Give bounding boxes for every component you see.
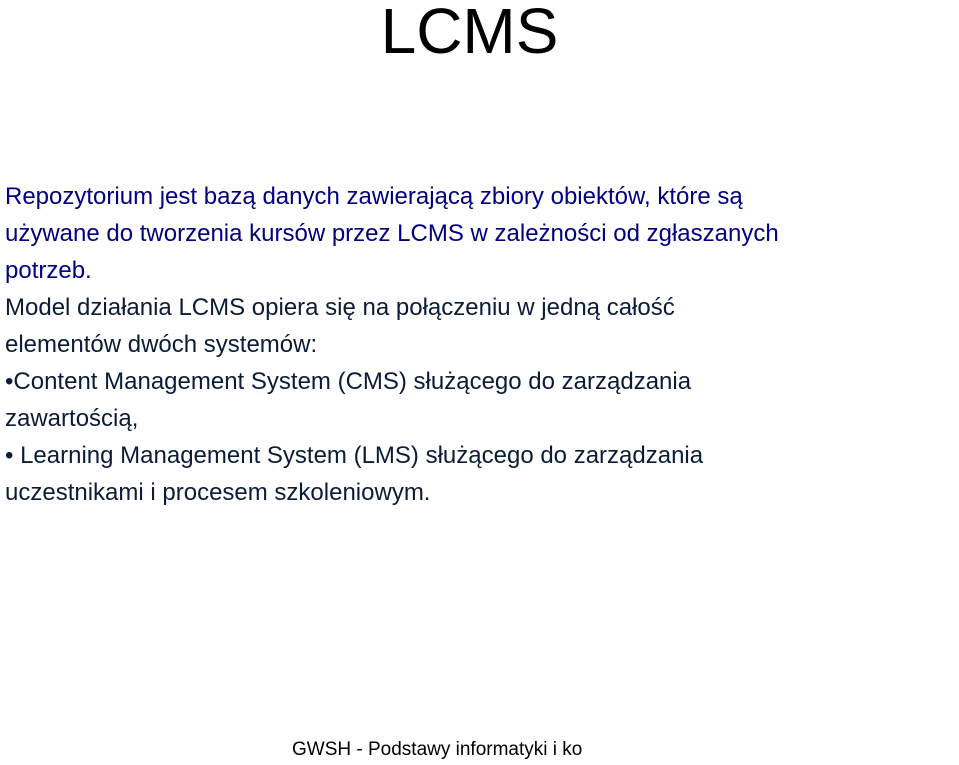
bullet-icon: • — [5, 368, 14, 395]
bullet-text-cms: Content Management System (CMS) służącego do zarządzania zawartością, — [5, 368, 692, 432]
bullet-text-lms: Learning Management System (LMS) służącego do zarządzania uczestnikami i procesem szkoleniowym. — [5, 442, 704, 506]
slide-title: LCMS — [380, 0, 559, 67]
repository-paragraph: Repozytorium jest bazą danych zawierającą zbiory obiektów, które są używane do tworzenia kursów przez LCMS w zależności od zgłaszanych potrzeb. — [5, 183, 779, 284]
bullet-item-cms — [5, 363, 955, 437]
slide-body — [5, 178, 955, 511]
slide-footer: GWSH - Podstawy informatyki i ko — [292, 739, 583, 760]
model-paragraph: Model działania LCMS opiera się na połączeniu w jedną całość elementów dwóch systemów: — [5, 294, 675, 358]
bullet-item-lms — [5, 437, 955, 511]
bullet-icon: • — [5, 442, 21, 469]
